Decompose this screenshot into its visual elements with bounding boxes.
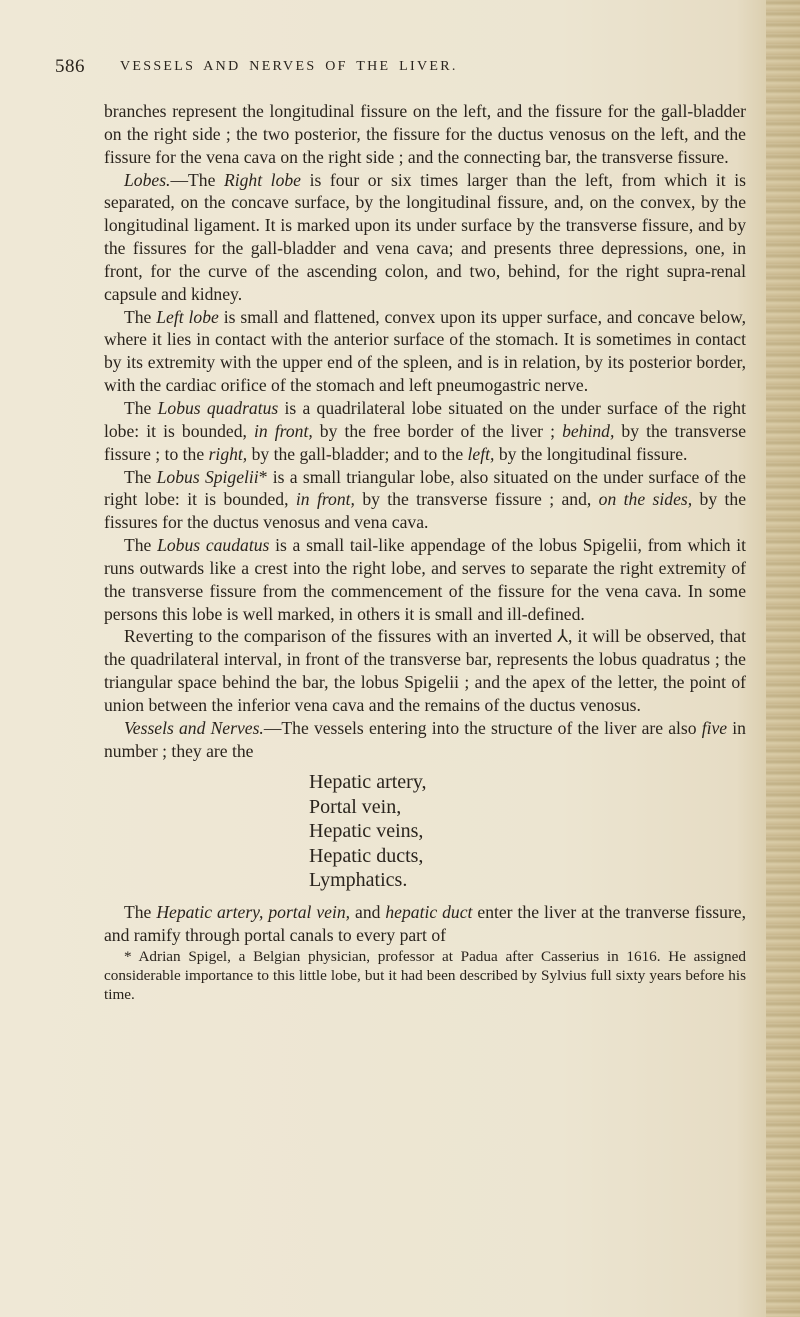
page-edge-shadow (766, 0, 800, 1317)
italic-term: Vessels and Nerves. (124, 717, 264, 738)
text-run: and (350, 901, 386, 922)
italic-term: hepatic duct (385, 901, 473, 922)
text-run: The (124, 466, 157, 487)
text-run: by the longitudinal fissure. (494, 443, 688, 464)
text-run: —The vessels entering into the structure of the liver are also (263, 717, 702, 738)
text-run: by the gall-bladder; and to the (247, 443, 468, 464)
text-run: by the transverse fissure ; to the (104, 420, 747, 464)
text-run: The (124, 397, 158, 418)
italic-term: Right lobe (223, 169, 301, 190)
paragraph-p1 (104, 100, 746, 169)
footnote: * Adrian Spigel, a Belgian physician, professor at Padua after Casserius in 1616. He assigned considerable importance to this little lobe, but it had been described by Sylvius full sixty years before his time. (104, 947, 746, 1004)
italic-term: right, (208, 443, 248, 464)
italic-term: Lobus caudatus (157, 535, 270, 556)
italic-term: Lobus Spigelii (156, 466, 259, 487)
paragraphs-after-list (104, 901, 746, 947)
body-text (104, 100, 746, 1005)
paragraph-p9 (104, 901, 746, 947)
vessel-list-item: Lymphatics. (309, 869, 408, 892)
italic-term: behind, (562, 420, 615, 441)
paragraph-p4 (104, 397, 746, 466)
text-run: in number ; they are the (104, 717, 746, 761)
text-run: is a quadrilateral lobe situated on the under surface of the right lobe: it is bounded, (104, 397, 746, 441)
text-run: The (124, 901, 157, 922)
text-run: by the free border of the liver ; (312, 420, 563, 441)
paragraph-p6 (104, 534, 746, 625)
italic-term: five (701, 717, 728, 738)
text-run: by the transverse fissure ; and, (354, 489, 599, 510)
vessel-list-item: Hepatic artery, (309, 771, 427, 794)
text-run: is small and flattened, convex upon its upper surface, and concave below, where it lies in contact with the anterior surface of the stomach. It is sometimes in contact by its extremity with the upper end of the spleen, and is in relation, by its posterior border, with the cardiac orifice of the stomach and left pneumogastric nerve. (104, 306, 747, 396)
page-number: 586 (55, 56, 85, 77)
text-run: by the fissures for the ductus venosus and vena cava. (104, 489, 747, 533)
italic-term: Lobes. (124, 169, 171, 190)
text-run: —The (170, 169, 224, 190)
italic-term: Left lobe (156, 306, 219, 327)
running-head: VESSELS AND NERVES OF THE LIVER. (120, 59, 458, 74)
paragraph-p2 (104, 169, 746, 306)
text-run: branches represent the longitudinal fissure on the left, and the fissure for the gall-bladder on the right side ; the two posterior, the fissure for the ductus venosus on the left, and the fissure for the vena cava on the right side ; and the connecting bar, the transverse fissure. (104, 101, 746, 167)
paragraph-p7 (104, 625, 746, 716)
paragraph-p5 (104, 466, 746, 535)
text-run: The (124, 306, 157, 327)
vessel-list-item: Hepatic veins, (309, 820, 424, 843)
text-run: Reverting to the comparison of the fissures with an inverted ⅄, it will be observed, that the quadrilateral interval, in front of the transverse bar, represents the lobus quadratus ; the triangular space behind the bar, the lobus Spigelii ; and the apex of the letter, the point of union between the inferior vena cava and the remains of the ductus venosus. (104, 626, 746, 715)
italic-term: in front, (295, 489, 355, 510)
italic-term: in front, (254, 420, 313, 441)
italic-term: on the sides, (598, 489, 693, 510)
italic-term: Hepatic artery, portal vein, (156, 901, 351, 922)
italic-term: Lobus quadratus (157, 397, 279, 418)
italic-term: left, (467, 443, 495, 464)
text-run: is a small tail-like appendage of the lobus Spigelii, from which it runs outwards like a crest into the right lobe, and serves to separate the right extremity of the transverse fissure from the commencement of the fissure for the vena cava. In some persons this lobe is well marked, in others it is small and ill-defined. (104, 535, 746, 624)
paragraphs-before-list (104, 100, 746, 762)
text-run: enter the liver at the tranverse fissure, and ramify through portal canals to every part of (104, 901, 747, 945)
text-run: is four or six times larger than the left, from which it is separated, on the concave surface, by the longitudinal fissure, and, on the convex, by the longitudinal ligament. It is marked upon its under surface by the transverse fissure, and by the fissures for the gall-bladder and vena cava; and presents three depressions, one, in front, for the curve of the ascending colon, and two, behind, for the right supra-renal capsule and kidney. (104, 169, 746, 304)
text-run: The (124, 535, 158, 556)
vessel-list-item: Hepatic ducts, (309, 844, 424, 867)
paragraph-p3 (104, 306, 746, 397)
page-header (55, 56, 755, 80)
vessel-list-item: Portal vein, (309, 795, 402, 818)
paragraph-p8 (104, 717, 746, 763)
vessel-list (309, 770, 746, 893)
text-run: * is a small triangular lobe, also situated on the under surface of the right lobe: it is bounded, (104, 466, 746, 510)
